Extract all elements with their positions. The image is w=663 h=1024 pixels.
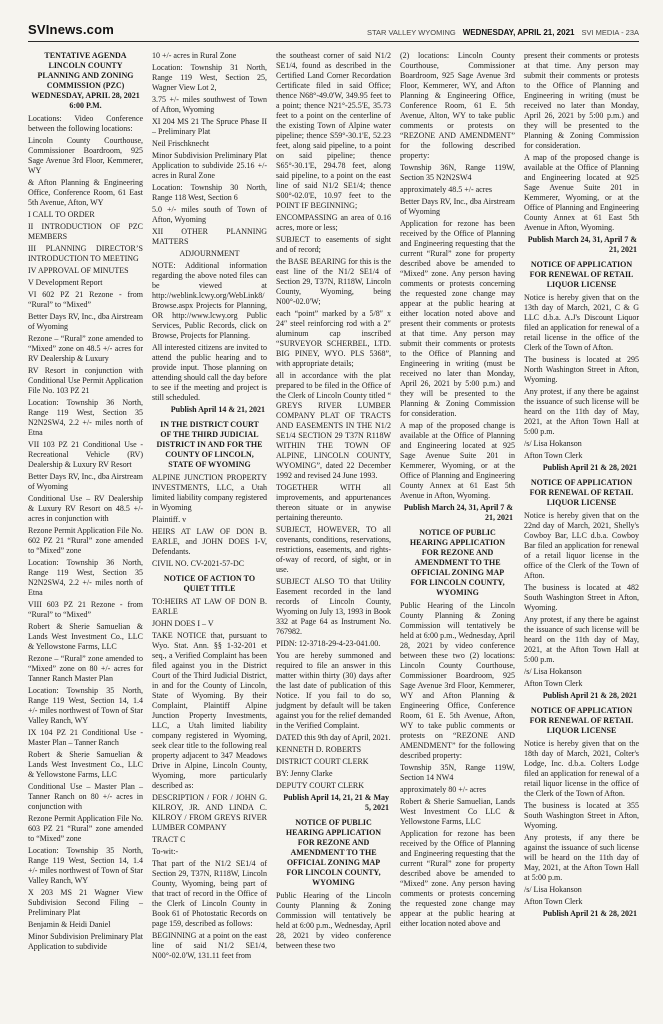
notice-paragraph: TAKE NOTICE that, pursuant to Wyo. Stat. Ann. §§ 1-32-201 et seq., a Verified Complaint has been filed against you in the District Court of the Third Judicial District, in and for the County of Lincoln, State of Wyoming. By their Complaint, Plaintiff Alpine Junction Property Investments, LLC, a Utah limited liability company registered in Wyoming, seek clear title to the following real property adjacent to 347 Meadows Drive in Alpine, Lincoln County, Wyoming, more particularly described as: (152, 631, 267, 790)
notice-heading: IN THE DISTRICT COURT OF THE THIRD JUDICIAL DISTRICT IN AND FOR THE COUNTY OF LINCOLN, STATE OF WYOMING (156, 420, 263, 469)
notice-paragraph: Benjamin & Heidi Daniel (28, 920, 111, 929)
notice-paragraph: Township 35N, Range 119W, Section 14 NW4 (400, 763, 515, 782)
dateline-date: WEDNESDAY, APRIL 21, 2021 (462, 28, 575, 37)
notice-paragraph: Location: Township 35 North, Range 119 West, Section 14, 1.4 +/- miles northwest of Town of Star Valley Ranch, WY (28, 686, 143, 725)
notice-heading: NOTICE OF APPLICATION FOR RENEWAL OF RETAIL LIQUOR LICENSE (529, 706, 634, 735)
publish-line: Publish April 14, 21, 21 & May 5, 2021 (283, 793, 389, 812)
notice-paragraph: Notice is hereby given that on the 22nd day of March, 2021, Shelly's Cowboy Bar, LLC d.b.a. Cowboy Bar filed an application for renewal of a retail liquor license in the office of the Clerk of the Town of Afton. (524, 511, 639, 580)
notice-paragraph: 3.75 +/- miles southwest of Town of Afton, Wyoming (152, 95, 267, 114)
notice-paragraph: Robert & Sherie Samuelian & Lands West Investment Co., LLC & Yellowstone Farms, LLC (28, 750, 143, 779)
notice-paragraph: Robert & Sherie Samuelian & Lands West Investment Co., LLC & Yellowstone Farms, LLC (28, 622, 143, 651)
notice-paragraph: approximately 48.5 +/- acres (400, 185, 493, 194)
page-header (28, 22, 639, 42)
notice-paragraph: A map of the proposed change is available at the Office of Planning and Engineering located at 925 Sage Avenue Suite 201 in Kemmerer, Wyoming, or at the Office of Planning and Engineering County Annex at 61 East 5th Avenue in Afton, Wyoming. (524, 153, 639, 232)
notice-paragraph: present their comments or protests at that time. Any person may submit their comments or protests to the Office of Planning and Engineering in writing (must be received no later than Monday, April 26, 2021 by 5:00 p.m.) and they will be presented to the Planning & Zoning Commission for consideration. (524, 51, 639, 150)
notice-paragraph: XI 204 MS 21 The Spruce Phase II – Preliminary Plat (152, 117, 267, 136)
notice-paragraph: Plaintiff. v (152, 515, 187, 524)
notice-paragraph: Afton Town Clerk (524, 451, 583, 460)
legal-notices-columns (28, 51, 639, 963)
notice-paragraph: Application for rezone has been received by the Office of Planning and Engineering requesting that the current “Rural” zone for property described above be amended to “Mixed” zone. Any person having comments or protests concerning the requested zone change may appear at the public hearing at either location noted above and (400, 829, 515, 928)
notice-paragraph: JOHN DOES I – V (152, 619, 214, 628)
publish-line: Publish March 24, 31, April 7 & 21, 2021 (527, 235, 637, 254)
notice-paragraph: Minor Subdivision Preliminary Plat Application to subdivide (28, 932, 143, 951)
notice-paragraph: Location: Township 30 North, Range 118 West, Section 6 (152, 183, 267, 202)
column-5 (524, 51, 639, 963)
notice-paragraph: DISTRICT COURT CLERK (276, 757, 369, 766)
notice-paragraph: CIVIL NO. CV-2021-57-DC (152, 559, 245, 568)
notice-heading: NOTICE OF APPLICATION FOR RENEWAL OF RETAIL LIQUOR LICENSE (529, 260, 634, 289)
notice-paragraph: You are hereby summoned and required to file an answer in this matter within thirty (30) days after the last date of publication of this Notice. If you fail to do so, judgment by default will be taken against you for the relief demanded in the Verified Complaint. (276, 651, 391, 730)
notice-paragraph: The business is located at 295 North Washington Street in Afton, Wyoming. (524, 355, 639, 384)
notice-paragraph: All interested citizens are invited to attend the public hearing and to provide input. Those planning on attending should call the day before to see if the meeting and project is still scheduled. (152, 343, 267, 402)
notice-paragraph: The business is located at 482 South Washington Street in Afton, Wyoming. (524, 583, 639, 612)
notice-heading: NOTICE OF PUBLIC HEARING APPLICATION FOR REZONE AND AMENDMENT TO THE OFFICIAL ZONING MAP FOR LINCOLN COUNTY, WYOMING (409, 528, 506, 597)
notice-heading: NOTICE OF ACTION TO QUIET TITLE (163, 574, 256, 593)
notice-paragraph: VIII 603 PZ 21 Rezone - from “Rural” to “Mixed” (28, 600, 143, 619)
publish-line: Publish April 21 & 28, 2021 (542, 691, 637, 700)
notice-paragraph: Location: Township 35 North, Range 119 West, Section 14, 1.4 +/- miles northwest of Town of Star Valley Ranch, WY (28, 846, 143, 885)
notice-paragraph: TO:HEIRS AT LAW OF DON B. EARLE (152, 597, 267, 616)
notice-paragraph: SUBJECT ALSO TO that Utility Easement recorded in the land records of Lincoln County, Wyoming on July 13, 1993 in Book 332 at Page 64 as Instrument No. 767982. (276, 577, 391, 636)
notice-paragraph: ENCOMPASSING an area of 0.16 acres, more or less; (276, 213, 391, 232)
notice-paragraph: To-wit:- (152, 847, 179, 856)
notice-paragraph: Rezone – “Rural” zone amended to “Mixed” zone on 48.5 +/- acres for RV Dealership & Luxury (28, 334, 143, 363)
notice-paragraph: TRACT C (152, 835, 186, 844)
notice-paragraph: Any protest, if any there be against the issuance of such license will be heard on the 11th day of May, 2021, at the Afton Town Hall at 5:00 p.m. (524, 615, 639, 664)
notice-paragraph: Afton Town Clerk (524, 679, 583, 688)
notice-paragraph: HEIRS AT LAW OF DON B. EARLE, and JOHN DOES I-V, Defendants. (152, 527, 267, 556)
masthead: SVInews.com (28, 22, 115, 37)
notice-paragraph: Notice is hereby given that on the 13th day of March, 2021, C & G LLC d.b.a. A.J's Discount Liquor filed an application for renewal of a retail license in the office of the Clerk of the Town of Afton. (524, 293, 639, 352)
notice-paragraph: the southeast corner of said N1/2 SE1/4, found as described in the Certified Land Corner Recordation Certificate filed in said Office; thence N68°-49.0'W, 349.95 feet to a point; thence N21°-25.5'E, 35.73 feet to a point on the centerline of the existing Town of Alpine water pipeline; thence S59°-30.1'E, 52.23 feet, along said pipeline, to a point on said pipeline; thence S65°-30.1'E, 294.78 feet, along said pipeline, to a point on the east line of said N1/2 SE1/4; thence S00°-02.0'E, 10.97 feet to the POINT IF BEGINNING; (276, 51, 391, 210)
notice-paragraph: RV Resort in conjunction with Conditional Use Permit Application File No. 103 PZ 21 (28, 366, 143, 395)
notice-paragraph: II INTRODUCTION OF PZC MEMBERS (28, 222, 143, 241)
notice-paragraph: Minor Subdivision Preliminary Plat Application to subdivide 25.16 +/- acres in Rural Zone (152, 151, 267, 180)
notice-heading: NOTICE OF APPLICATION FOR RENEWAL OF RETAIL LIQUOR LICENSE (529, 478, 634, 507)
notice-paragraph: IV APPROVAL OF MINUTES (28, 266, 129, 275)
notice-paragraph: X 203 MS 21 Wagner View Subdivision Second Filing – Preliminary Plat (28, 888, 143, 917)
notice-paragraph: VI 602 PZ 21 Rezone - from “Rural” to “Mixed” (28, 290, 143, 309)
notice-paragraph: SUBJECT to easements of sight and of record; (276, 235, 391, 254)
notice-paragraph: /s/ Lisa Hokanson (524, 667, 582, 676)
notice-paragraph: The business is located at 355 South Washington Street in Afton, Wyoming. (524, 801, 639, 830)
publish-line: Publish April 21 & 28, 2021 (542, 463, 637, 472)
column-4 (400, 51, 515, 963)
notice-paragraph: That part of the N1/2 SE1/4 of Section 29, T37N, R118W, Lincoln County, Wyoming, being part of that tract of record in the Office of the Clerk of Lincoln County in Book 61 of Photostatic Records on page 159, described as follows: (152, 859, 267, 928)
notice-paragraph: Township 36N, Range 119W, Section 35 N2N2SW4 (400, 163, 515, 182)
notice-paragraph: approximately 80 +/- acres (400, 785, 487, 794)
notice-paragraph: Neil Frischknecht (152, 139, 210, 148)
notice-paragraph: Application for rezone has been received by the Office of Planning and Engineering requesting that the current “Rural” zone for property described above be amended to “Mixed” zone. Any person having comments or protests concerning the requested zone change may appear at the public hearing at either location noted above and present their comments or protests at that time. Any person may submit their comments or protests to the Office of Planning and Engineering in writing (must be received no later than Monday, April 26, 2021 by 5:00 p.m.) and they will be presented to the Planning & Zoning Commission for consideration. (400, 219, 515, 418)
notice-paragraph: DATED this 9th day of April, 2021. (276, 733, 391, 742)
column-2 (152, 51, 267, 963)
notice-heading: TENTATIVE AGENDA LINCOLN COUNTY PLANNING AND ZONING COMMISSION (PZC) WEDNESDAY, APRIL 28, 2021 6:00 P.M. (31, 51, 140, 110)
notice-paragraph: 5.0 +/- miles south of Town of Afton, Wyoming (152, 205, 267, 224)
notice-paragraph: Public Hearing of the Lincoln County Planning & Zoning Commission will tentatively be held at 6:00 p.m., Wednesday, April 28, 2021 by video conference between these two (2) locations: Lincoln County Courthouse, Commissioner Boardroom, 925 Sage Avenue 3rd Floor, Kemmerer, WY and Afton Planning & Engineering Office, Conference Room, 61 E. 5th Avenue, Afton, WY to take public comments or protests on “REZONE AND AMENDMENT” for the following described property: (400, 601, 515, 760)
column-1 (28, 51, 143, 963)
dateline-page-number: SVI MEDIA - 23A (581, 28, 639, 37)
notice-paragraph: VII 103 PZ 21 Conditional Use - Recreational Vehicle (RV) Dealership & Luxury RV Resort (28, 440, 143, 469)
notice-paragraph: BY: Jenny Clarke (276, 769, 333, 778)
notice-paragraph: BEGINNING at a point on the east line of said N1/2 SE1/4, N00°-02.0'W, 131.11 feet from (152, 931, 267, 960)
notice-paragraph: Rezone Permit Application File No. 603 PZ 21 “Rural” zone amended to “Mixed” zone (28, 814, 143, 843)
notice-paragraph: Locations: Video Conference between the following locations: (28, 114, 143, 133)
notice-paragraph: Lincoln County Courthouse, Commissioner Boardroom, 925 Sage Avenue 3rd Floor, Kemmerer, WY (28, 136, 143, 175)
notice-paragraph: ALPINE JUNCTION PROPERTY INVESTMENTS, LLC, a Utah limited liability company registered in Wyoming (152, 473, 267, 512)
publish-line: Publish March 24, 31, April 7 & 21, 2021 (403, 503, 513, 522)
notice-paragraph: DEPUTY COURT CLERK (276, 781, 364, 790)
notice-heading: NOTICE OF PUBLIC HEARING APPLICATION FOR REZONE AND AMENDMENT TO THE OFFICIAL ZONING MAP FOR LINCOLN COUNTY, WYOMING (285, 818, 382, 887)
notice-paragraph: the BASE BEARING for this is the east line of the N1/2 SE1/4 of Section 29, T37N, R118W, Lincoln County, Wyoming, being N00°-02.0'W; (276, 257, 391, 306)
dateline (367, 28, 639, 37)
notice-paragraph: 10 +/- acres in Rural Zone (152, 51, 237, 60)
notice-paragraph: DESCRIPTION / FOR / JOHN G. KILROY, JR. AND LINDA C. KILROY / FROM GREYS RIVER LUMBER COMPANY (152, 793, 267, 832)
notice-paragraph: Better Days RV, Inc., dba Airstream of Wyoming (400, 197, 515, 216)
notice-paragraph: III PLANNING DIRECTOR’S INTRODUCTION TO MEETING (28, 244, 143, 263)
notice-paragraph: each “point” marked by a 5/8″ x 24″ steel reinforcing rod with a 2″ aluminum cap inscribed “SURVEYOR SCHERBEL, LTD. BIG PINEY, WYO. PLS 5368”, with appropriate details; (276, 309, 391, 368)
notice-paragraph: Better Days RV, Inc., dba Airstream of Wyoming (28, 312, 143, 331)
column-3 (276, 51, 391, 963)
publish-line: Publish April 14 & 21, 2021 (170, 405, 265, 414)
notice-paragraph: Better Days RV, Inc., dba Airstream of Wyoming (28, 472, 143, 491)
notice-paragraph: V Development Report (28, 278, 103, 287)
notice-paragraph: NOTE: Additional information regarding the above noted files can be viewed at http://weblink.lcwy.org/WebLink8/Browse.aspx Projects for Planning, OR http://www.lcwy.org Public Services, Public Records, click on Browse, Projects for Planning. (152, 261, 267, 340)
notice-paragraph: I CALL TO ORDER (28, 210, 95, 219)
notice-paragraph: Location: Township 31 North, Range 119 West, Section 25, Wagner View Lot 2, (152, 63, 267, 92)
notice-paragraph: IX 104 PZ 21 Conditional Use - Master Plan – Tanner Ranch (28, 728, 143, 747)
notice-paragraph: all in accordance with the plat prepared to be filed in the Office of the Clerk of Lincoln County titled “ GREYS RIVER LUMBER COMPANY PLAT OF TRACTS AND EASEMENTS IN THE N1/2 SE1/4 SECTION 29 T37N R118W WITHIN THE TOWN OF ALPINE, LINCOLN COUNTY, WYOMING”, dated 22 December 1992 and revised 24 June 1993. (276, 371, 391, 480)
notice-paragraph: Robert & Sherie Samuelian, Lands West Investment Co LLC & Yellowstone Farms, LLC (400, 797, 515, 826)
notice-paragraph: A map of the proposed change is available at the Office of Planning and Engineering located at 925 Sage Avenue Suite 201 in Kemmerer, Wyoming, or at the Office of Planning and Engineering County Annex at 61 East 5th Avenue in Afton, Wyoming. (400, 421, 515, 500)
notice-paragraph: Location: Township 36 North, Range 119 West, Section 35 N2N2SW4, 2.2 +/- miles north of Etna (28, 558, 143, 597)
notice-paragraph: Notice is hereby given that on the 18th day of March, 2021, Colter's Lodge, Inc. d.b.a. Colters Lodge filed an application for renewal of a retail liquor license in the office of the Clerk of the Town of Afton. (524, 739, 639, 798)
notice-paragraph: Any protest, if any there be against the issuance of such license will be heard on the 11th day of May, 2021, at the Afton Town Hall at 5:00 p.m. (524, 387, 639, 436)
notice-paragraph: KENNETH D. ROBERTS (276, 745, 362, 754)
notice-paragraph: Rezone Permit Application File No. 602 PZ 21 “Rural” zone amended to “Mixed” zone (28, 526, 143, 555)
notice-paragraph: SUBJECT, HOWEVER, TO all covenants, conditions, reservations, restrictions, easements, and rights-of-way of record, of sight, or in use. (276, 525, 391, 574)
dateline-location: STAR VALLEY WYOMING (366, 28, 456, 37)
notice-paragraph: XII OTHER PLANNING MATTERS (152, 227, 267, 246)
notice-paragraph: PIDN: 12-3718-29-4-23-041.00. (276, 639, 381, 648)
notice-paragraph: Public Hearing of the Lincoln County Planning & Zoning Commission will tentatively be held at 6:00 p.m., Wednesday, April 28, 2021 by video conference between these two (276, 891, 391, 950)
notice-paragraph: Location: Township 36 North, Range 119 West, Section 35 N2N2SW4, 2.2 +/- miles north of Etna (28, 398, 143, 437)
notice-paragraph: Any protests, if any there be against the issuance of such license will be heard on the 11th day of May, 2021, at the Afton Town Hall at 5:00 p.m. (524, 833, 639, 882)
notice-paragraph: /s/ Lisa Hokanson (524, 439, 582, 448)
notice-paragraph: /s/ Lisa Hokanson (524, 885, 582, 894)
notice-paragraph: Conditional Use – RV Dealership & Luxury RV Resort on 48.5 +/- acres in conjunction with (28, 494, 143, 523)
publish-line: Publish April 21 & 28, 2021 (542, 909, 637, 918)
notice-paragraph: Afton Town Clerk (524, 897, 583, 906)
notice-paragraph: Rezone – “Rural” zone amended to “Mixed” zone on 80 +/- acres for Tanner Ranch Master Plan (28, 654, 143, 683)
notice-paragraph: Conditional Use – Master Plan – Tanner Ranch on 80 +/- acres in conjunction with (28, 782, 143, 811)
notice-paragraph: TOGETHER WITH all improvements, and appurtenances thereon situate or in anywise pertaining thereunto. (276, 483, 391, 522)
notice-line-centered: ADJOURNMENT (179, 249, 240, 258)
notice-paragraph: & Afton Planning & Engineering Office, Conference Room, 61 East 5th Avenue, Afton, WY (28, 178, 143, 207)
notice-paragraph: (2) locations: Lincoln County Courthouse, Commissioner Boardroom, 925 Sage Avenue 3rd Floor, Kemmerer, WY, and Afton Planning & Engineering Office, Conference Room, 61 E. 5th Avenue, Alton, WY to take public comments or protests on “REZONE AND AMENDMENT” for the following described property: (400, 51, 515, 160)
